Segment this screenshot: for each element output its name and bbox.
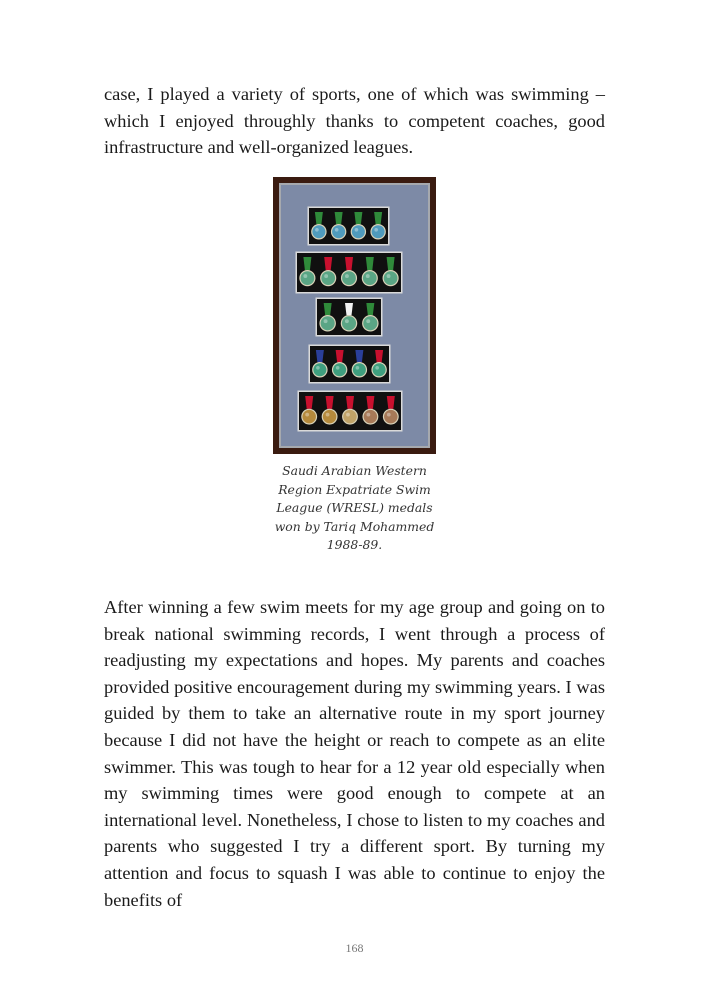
medal [353, 363, 366, 376]
medal-highlight [336, 366, 340, 370]
caption-line: Saudi Arabian Western [282, 463, 427, 478]
medal-highlight [366, 319, 370, 323]
medal-highlight [324, 319, 328, 323]
medal-highlight [326, 413, 330, 417]
caption-line: League (WRESL) medals [276, 500, 433, 515]
medal [352, 225, 365, 238]
medal-highlight [335, 228, 339, 232]
medal-highlight [316, 366, 320, 370]
medal [321, 316, 335, 330]
medal-highlight [345, 319, 349, 323]
medal [321, 271, 335, 285]
medal-highlight [315, 228, 319, 232]
medal [343, 410, 356, 423]
medal [342, 316, 356, 330]
medal-shadowbox [281, 185, 428, 446]
medal-highlight [356, 366, 360, 370]
medal-highlight [355, 228, 359, 232]
medal [342, 271, 356, 285]
medal [373, 363, 386, 376]
medal [323, 410, 336, 423]
medal [384, 410, 397, 423]
medal-highlight [345, 274, 349, 278]
caption-line: Region Expatriate Swim [278, 481, 431, 497]
medal [302, 410, 315, 423]
medal [312, 225, 325, 238]
medal [301, 271, 315, 285]
medal [332, 225, 345, 238]
medal [313, 363, 326, 376]
medal-highlight [374, 228, 378, 232]
medal-highlight [366, 413, 370, 417]
page-number: 168 [345, 941, 364, 955]
caption-line: 1988-89. [326, 537, 383, 552]
medal-highlight [387, 274, 391, 278]
medal [363, 271, 377, 285]
photo-caption [262, 462, 447, 555]
medal-display-photo [273, 177, 436, 454]
medal-highlight [366, 274, 370, 278]
medal [364, 410, 377, 423]
medal-highlight [305, 413, 309, 417]
medal-highlight [375, 366, 379, 370]
medal-highlight [387, 413, 391, 417]
medal [372, 225, 385, 238]
body-paragraph-top: case, I played a variety of sports, one of which was swimming – which I enjoyed throughly thanks to competent coaches, good infrastructure and well-organized leagues. [104, 84, 605, 158]
caption-line: won by Tariq Mohammed [274, 518, 435, 534]
medal-highlight [346, 413, 350, 417]
medal [384, 271, 398, 285]
body-paragraph-bottom: After winning a few swim meets for my age group and going on to break national swimming records, I went through a process of readjusting my expectations and hopes. My parents and coaches provided positive encouragement during my swimming years. I was guided by them to take an alternative route in my sport journey because I did not have the height or reach to compete as an elite swimmer. This was tough to hear for a 12 year old especially when my swimming times were good enough to compete at an international level. Nonetheless, I chose to listen to my coaches and parents who suggested I try a different sport. By turning my attention and focus to squash I was able to continue to enjoy the benefits of [104, 597, 605, 910]
medal [363, 316, 377, 330]
medal [333, 363, 346, 376]
medal-highlight [303, 274, 307, 278]
medal-highlight [324, 274, 328, 278]
